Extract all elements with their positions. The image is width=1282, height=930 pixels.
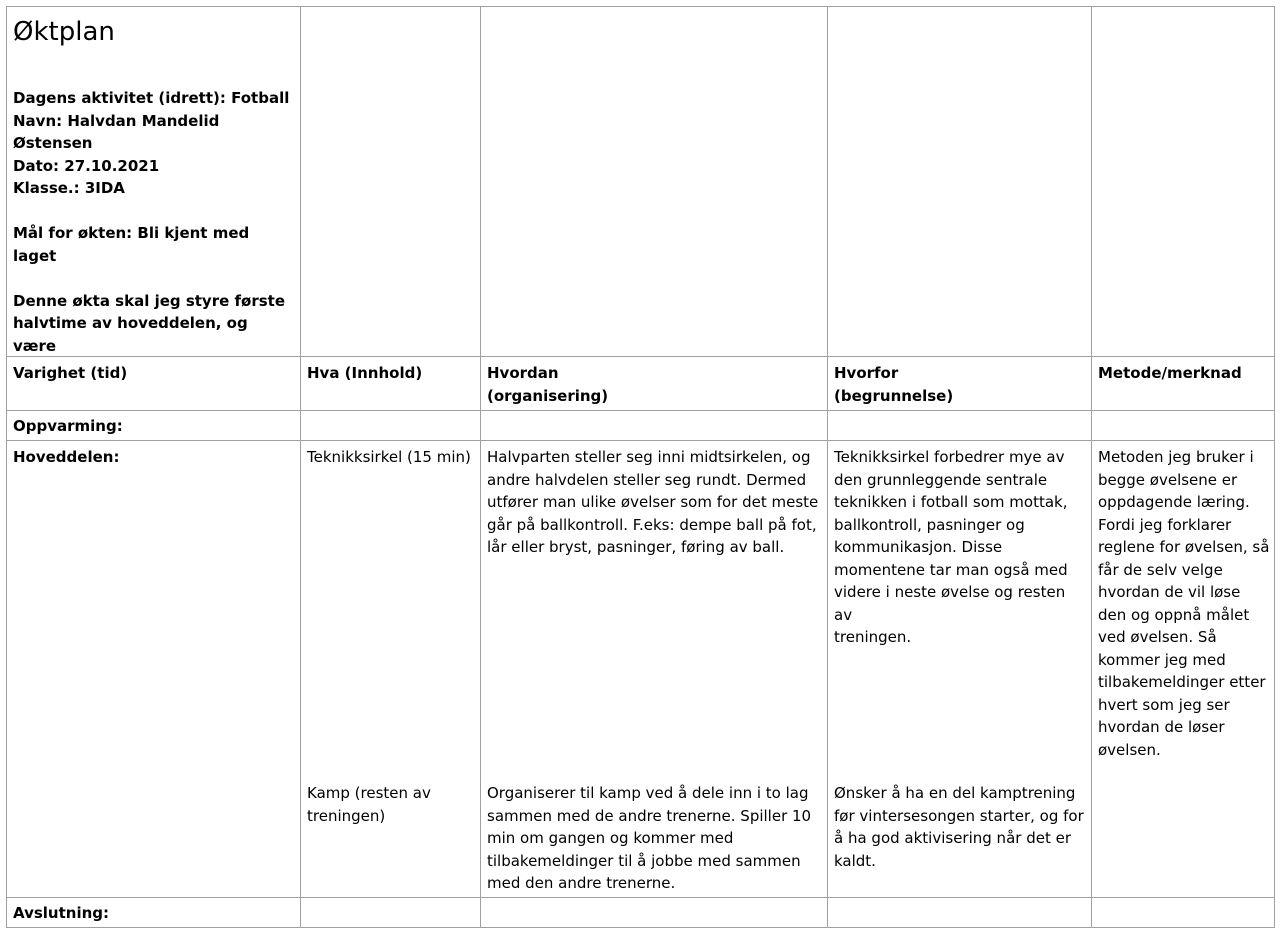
method-line-1: Metoden jeg bruker i xyxy=(1098,448,1254,466)
end-empty-cell-4 xyxy=(827,897,1091,928)
activity-line: Dagens aktivitet (idrett): Fotball xyxy=(13,89,290,107)
activity-1-how xyxy=(487,446,823,559)
activity-1-why-line-1: Teknikksirkel forbedrer mye av xyxy=(834,448,1065,466)
activity-2-how-line-1: Organiserer til kamp ved å dele inn i to lag xyxy=(487,784,809,802)
activity-1-how-line-3: utfører man ulike øvelser som for det meste xyxy=(487,493,819,511)
main-label: Hoveddelen: xyxy=(13,448,120,466)
activity-2-why-line-1: Ønsker å ha en del kamptrening xyxy=(834,784,1076,802)
activity-2-what-line-1: Kamp (resten av xyxy=(307,784,431,802)
activity-2-how-line-2: sammen med de andre trenerne. Spiller 10 xyxy=(487,806,812,825)
activity-1-method xyxy=(1098,446,1270,761)
activity-1-why-line-4: ballkontroll, pasninger og xyxy=(834,515,1025,534)
method-line-9: ved øvelsen. Så xyxy=(1098,628,1217,646)
warmup-empty-cell-2 xyxy=(300,410,480,441)
method-line-8: den og oppnå målet xyxy=(1098,605,1250,624)
why-header-sublabel: (begrunnelse) xyxy=(834,386,954,405)
how-header-sublabel: (organisering) xyxy=(487,386,609,405)
activity-1-why-line-3: teknikken i fotball som mottak, xyxy=(834,493,1068,511)
activity-2-how xyxy=(487,782,823,895)
activity-2-what xyxy=(307,782,476,827)
activity-1-how-line-1: Halvparten steller seg inni midtsirkelen, og xyxy=(487,448,811,466)
warmup-empty-cell-4 xyxy=(827,410,1091,441)
session-note-line-2: halvtime av hoveddelen, og være xyxy=(13,314,248,355)
warmup-label: Oppvarming: xyxy=(13,417,123,435)
method-line-14: øvelsen. xyxy=(1098,740,1161,759)
method-line-3: oppdagende læring. xyxy=(1098,493,1250,511)
activity-1-why-line-7: videre i neste øvelse og resten av xyxy=(834,583,1066,624)
how-header-label: Hvordan xyxy=(487,364,559,382)
method-header-label: Metode/merknad xyxy=(1098,364,1242,382)
duration-header-label: Varighet (tid) xyxy=(13,364,128,382)
column-header-duration xyxy=(6,356,300,411)
class-line: Klasse.: 3IDA xyxy=(13,179,125,197)
warmup-row-label-cell xyxy=(6,410,300,441)
activity-2-why-line-3: å ha god aktivisering når det er xyxy=(834,829,1071,847)
method-line-5: reglene for øvelsen, så xyxy=(1098,538,1270,556)
activity-2-how-line-3: min om gangen og kommer med xyxy=(487,829,734,847)
main-method-cell xyxy=(1091,440,1275,898)
activity-1-how-line-4: går på ballkontroll. F.eks: dempe ball på fot, xyxy=(487,515,817,534)
activity-2-how-line-5: med den andre trenerne. xyxy=(487,874,676,892)
activity-1-how-line-2: andre halvdelen steller seg rundt. Dermed xyxy=(487,470,807,489)
main-how-cell xyxy=(480,440,827,898)
main-why-cell xyxy=(827,440,1091,898)
end-label: Avslutning: xyxy=(13,904,110,922)
warmup-empty-cell-3 xyxy=(480,410,827,441)
column-header-why xyxy=(827,356,1091,411)
why-header-label: Hvorfor xyxy=(834,364,899,382)
method-line-11: tilbakemeldinger etter xyxy=(1098,673,1266,691)
goal-line: Mål for økten: Bli kjent med laget xyxy=(13,224,250,265)
date-line: Dato: 27.10.2021 xyxy=(13,156,160,175)
warmup-empty-cell-5 xyxy=(1091,410,1275,441)
header-empty-cell-2 xyxy=(300,6,480,357)
activity-1-why-line-2: den grunnleggende sentrale xyxy=(834,470,1048,489)
method-line-2: begge øvelsene er xyxy=(1098,470,1238,489)
activity-1-why-line-5: kommunikasjon. Disse xyxy=(834,538,1003,556)
activity-1-why-line-6: momentene tar man også med xyxy=(834,560,1068,579)
name-line: Navn: Halvdan Mandelid Østensen xyxy=(13,111,220,152)
method-line-6: får de selv velge xyxy=(1098,560,1223,579)
main-row-label-cell xyxy=(6,440,300,898)
session-note-line-1: Denne økta skal jeg styre første xyxy=(13,291,286,310)
header-empty-cell-5 xyxy=(1091,6,1275,357)
main-what-cell xyxy=(300,440,480,898)
method-line-13: hvordan de løser xyxy=(1098,718,1225,736)
method-line-12: hvert som jeg ser xyxy=(1098,695,1230,714)
activity-2-why-line-4: kaldt. xyxy=(834,851,876,870)
what-header-label: Hva (Innhold) xyxy=(307,364,423,382)
header-empty-cell-4 xyxy=(827,6,1091,357)
column-header-method xyxy=(1091,356,1275,411)
activity-2-why xyxy=(834,782,1087,872)
activity-2-how-line-4: tilbakemeldinger til å jobbe med sammen xyxy=(487,851,801,870)
header-empty-cell-3 xyxy=(480,6,827,357)
activity-1-what-line: Teknikksirkel (15 min) xyxy=(307,448,471,466)
method-line-7: hvordan de vil løse xyxy=(1098,583,1241,601)
header-info-cell xyxy=(6,6,300,357)
page-title: Øktplan xyxy=(13,17,115,47)
method-line-10: kommer jeg med xyxy=(1098,650,1226,669)
method-line-4: Fordi jeg forklarer xyxy=(1098,515,1232,534)
end-empty-cell-5 xyxy=(1091,897,1275,928)
activity-1-why xyxy=(834,446,1087,649)
end-empty-cell-3 xyxy=(480,897,827,928)
end-empty-cell-2 xyxy=(300,897,480,928)
activity-1-what xyxy=(307,446,476,469)
column-header-how xyxy=(480,356,827,411)
activity-2-what-line-2: treningen) xyxy=(307,806,386,825)
activity-2-why-line-2: før vintersesongen starter, og for xyxy=(834,806,1084,825)
activity-1-how-line-5: lår eller bryst, pasninger, føring av ball. xyxy=(487,538,785,556)
activity-1-why-line-8: treningen. xyxy=(834,628,912,646)
column-header-what xyxy=(300,356,480,411)
end-row-label-cell xyxy=(6,897,300,928)
